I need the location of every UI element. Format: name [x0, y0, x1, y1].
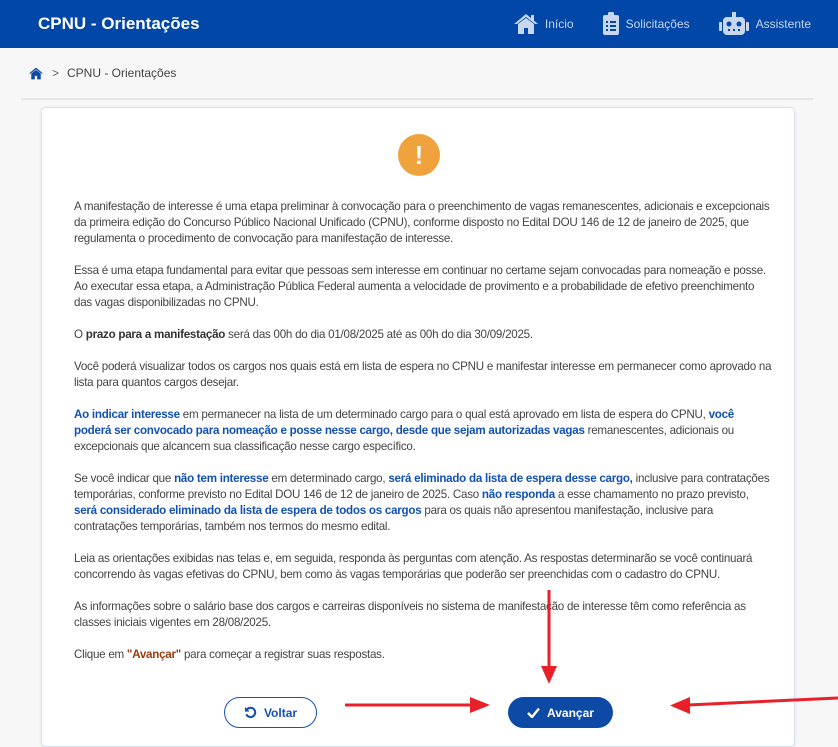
nav-label: Solicitações [625, 17, 690, 31]
text-segment: remanescentes, adicionais ou excepcionais que alcancem sua classificação nesse cargo específico. [74, 424, 734, 453]
back-label: Voltar [263, 705, 298, 720]
text-segment: Essa é uma etapa fundamental para evitar que pessoas sem interesse em continuar no certame sejam convocadas para nomeação e posse. Ao executar essa etapa, a Administração Pública Federal aumenta a velocidade de provimento e a probabilidade de efetivo preenchimento das vagas disponibilizadas no CPNU. [74, 264, 766, 309]
paragraph [74, 359, 774, 391]
emphasis-text: não responda [481, 488, 555, 501]
emphasis-text: será considerado eliminado da lista de espera de todos os cargos [74, 504, 422, 517]
back-button[interactable] [224, 697, 317, 728]
nav-label: Início [544, 17, 574, 31]
breadcrumb-current: CPNU - Orientações [67, 66, 177, 80]
clipboard-list-icon [602, 12, 620, 36]
emphasis-text: não tem interesse [174, 472, 269, 485]
alert-icon: ! [398, 134, 440, 176]
paragraph [74, 647, 774, 663]
text-segment: Se você indicar que [74, 472, 175, 485]
paragraph [74, 471, 774, 535]
text-segment: Leia as orientações exibidas nas telas e, em seguida, responda às perguntas com atenção. As respostas determinarão se você continuará concorrendo às vagas efetivas do CPNU, bem como às vagas temporárias que poderão ser preenchidas com o cadastro do CPNU. [74, 552, 753, 581]
check-icon [527, 707, 540, 718]
home-icon[interactable] [28, 67, 44, 80]
text-segment: Você poderá visualizar todos os cargos nos quais está em lista de espera no CPNU e manifestar interesse em permanecer como aprovado na lista para quantos cargos desejar. [74, 360, 772, 389]
text-segment: em determinado cargo, [268, 472, 389, 485]
paragraph [74, 199, 774, 247]
robot-icon [718, 12, 750, 36]
paragraph [74, 263, 774, 311]
paragraph [74, 599, 774, 631]
text-segment: para os quais não apresentou manifestação, inclusive para contratações temporárias, também nos termos do mesmo edital. [74, 504, 714, 533]
breadcrumb-separator: > [52, 66, 60, 80]
emphasis-text: prazo para a manifestação [85, 328, 226, 341]
text-segment: inclusive para contratações temporárias, conforme previsto no Edital DOU 146 de 12 de janeiro de 2025. Caso [74, 472, 770, 501]
breadcrumb [21, 48, 813, 100]
next-button[interactable] [508, 697, 613, 728]
emphasis-text: você poderá ser convocado para nomeação e posse nesse cargo, desde que sejam autorizadas vagas [74, 408, 734, 437]
paragraph [74, 407, 774, 455]
next-label: Avançar [547, 705, 594, 720]
paragraph [74, 551, 774, 583]
nav-assistente[interactable] [718, 12, 811, 36]
text-segment: em permanecer na lista de um determinado cargo para o qual está aprovado em lista de espera do CPNU, [179, 408, 709, 421]
home-icon [513, 13, 539, 35]
undo-icon [244, 706, 257, 719]
emphasis-text: Ao indicar interesse [74, 408, 180, 421]
text-segment: As informações sobre o salário base dos cargos e carreiras disponíveis no sistema de manifestação de interesse têm como referência as classes iniciais vigentes em 28/08/2025. [74, 600, 746, 629]
text-segment: para começar a registrar suas respostas. [181, 648, 385, 661]
orientations-card [41, 107, 795, 747]
orientations-text [74, 199, 774, 679]
text-segment: a esse chamamento no prazo previsto, [554, 488, 749, 501]
nav-label: Assistente [755, 17, 811, 31]
top-nav [513, 12, 838, 36]
app-title: CPNU - Orientações [38, 14, 200, 33]
emphasis-text: "Avançar" [126, 648, 181, 661]
top-header [0, 0, 838, 48]
paragraph [74, 327, 774, 343]
text-segment: O [74, 328, 86, 341]
nav-solicitacoes[interactable] [602, 12, 690, 36]
emphasis-text: será eliminado da lista de espera desse cargo, [388, 472, 633, 485]
nav-inicio[interactable] [513, 13, 574, 35]
text-segment: A manifestação de interesse é uma etapa preliminar à convocação para o preenchimento de vagas remanescentes, adicionais e excepcionais da primeira edição do Concurso Público Nacional Unificado (CPNU), conforme disposto no Edital DOU 146 de 12 de janeiro de 2025, que regulamenta o procedimento de convocação para manifestação de interesse. [74, 200, 770, 245]
text-segment: será das 00h do dia 01/08/2025 até as 00h do dia 30/09/2025. [225, 328, 533, 341]
text-segment: Clique em [74, 648, 127, 661]
